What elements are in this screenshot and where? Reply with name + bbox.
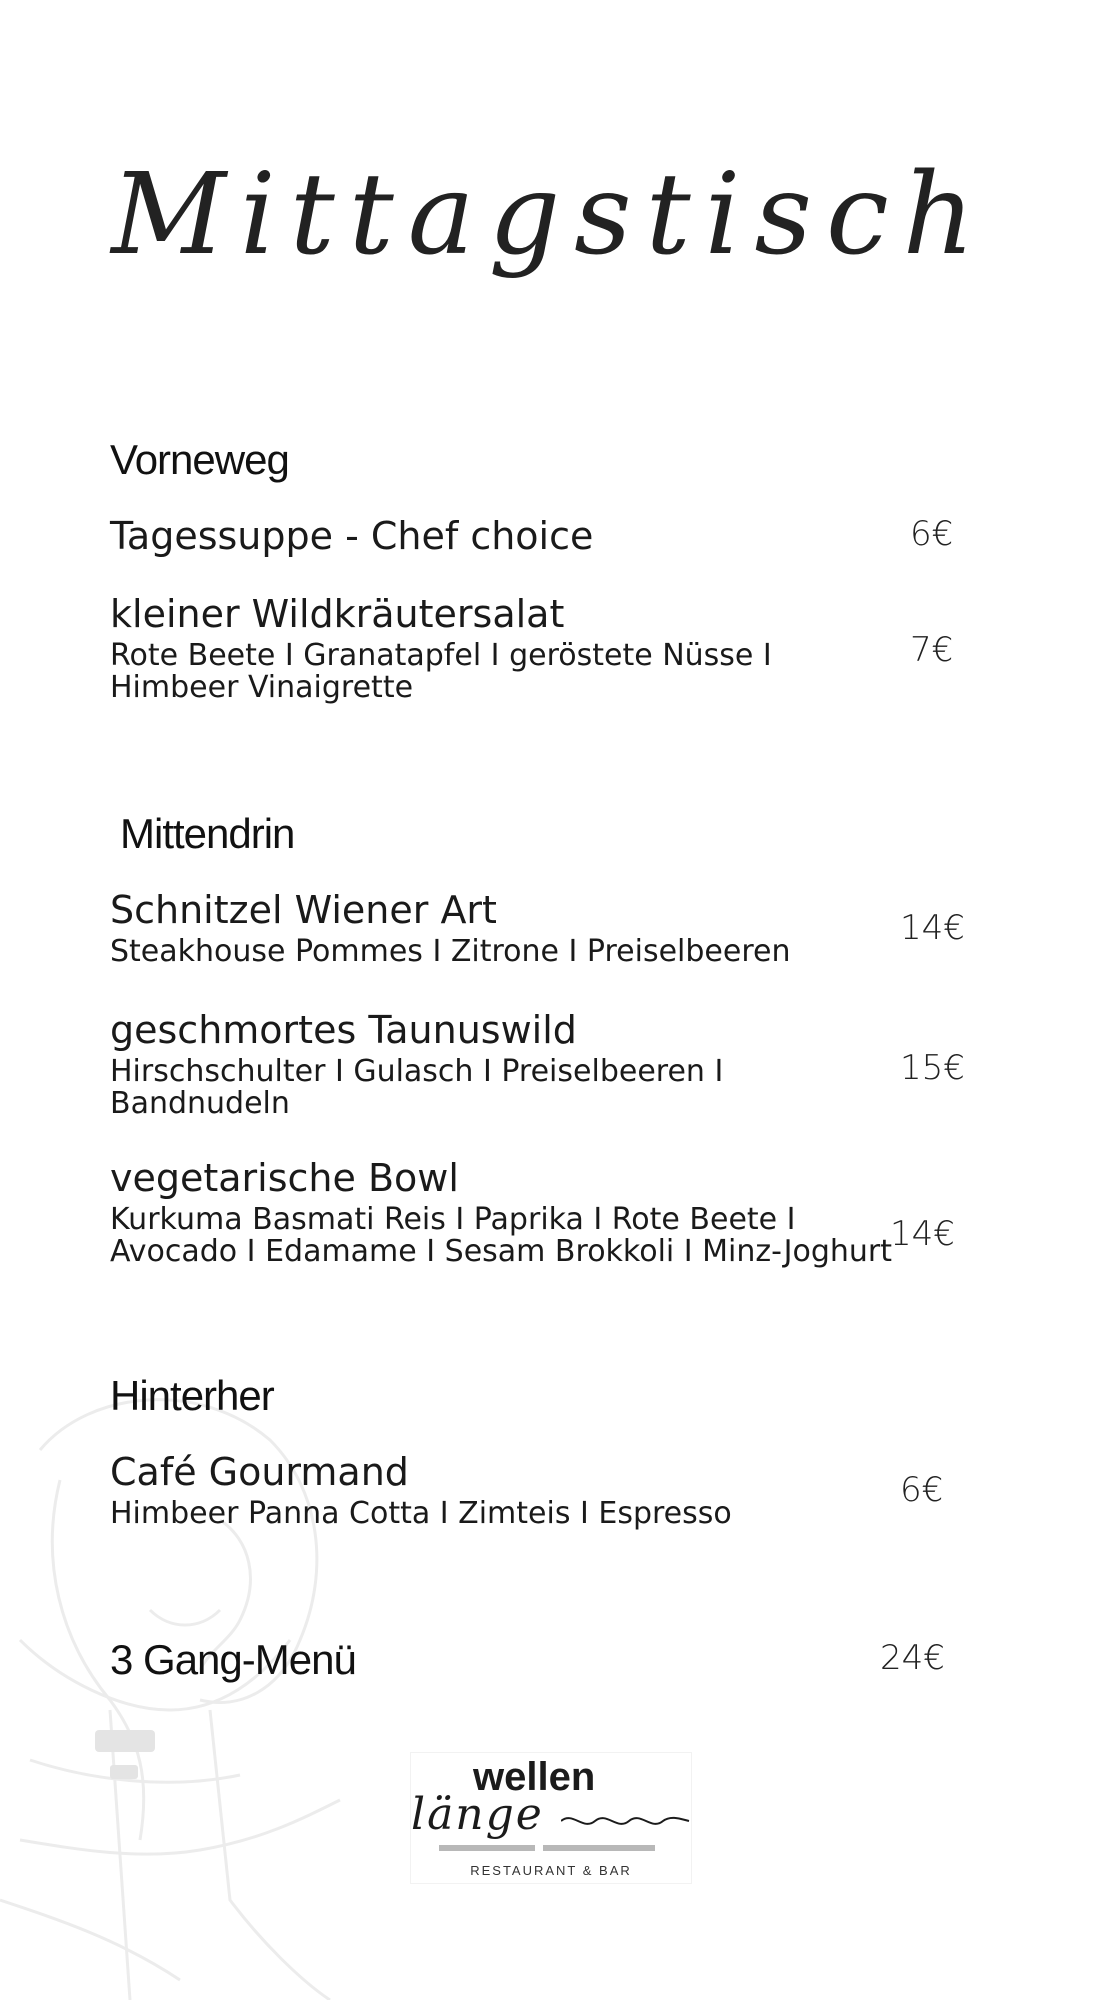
dish-price-taunuswild: 15€	[900, 1048, 965, 1088]
dish-price-tagessuppe: 6€	[910, 514, 954, 554]
dish-name-cafe-gourmand: Café Gourmand	[110, 1450, 409, 1494]
dish-description-wildkraeutersalat: Rote Beete I Granatapfel I geröstete Nüsse I Himbeer Vinaigrette	[110, 638, 772, 705]
logo-subtitle: RESTAURANT & BAR	[470, 1863, 632, 1878]
dish-description-taunuswild: Hirschschulter I Gulasch I Preiselbeeren I Bandnudeln	[110, 1054, 724, 1121]
logo-wordmark-wellen: wellen	[473, 1755, 596, 1799]
menu-3-gang-label: 3 Gang-Menü	[110, 1636, 356, 1683]
dish-description-cafe-gourmand: Himbeer Panna Cotta I Zimteis I Espresso	[110, 1496, 732, 1531]
dish-name-vegetarische-bowl: vegetarische Bowl	[110, 1156, 459, 1200]
menu-3-gang-price: 24€	[880, 1638, 945, 1678]
dish-price-schnitzel: 14€	[900, 908, 965, 948]
dish-description-schnitzel: Steakhouse Pommes I Zitrone I Preiselbeeren	[110, 934, 791, 969]
dish-price-cafe-gourmand: 6€	[900, 1470, 944, 1510]
section-heading-mittendrin: Mittendrin	[120, 810, 295, 857]
logo-wave-icon	[561, 1809, 691, 1833]
logo-bar-right	[543, 1845, 655, 1851]
dish-name-schnitzel: Schnitzel Wiener Art	[110, 888, 497, 932]
section-heading-vorneweg: Vorneweg	[110, 436, 289, 483]
dish-name-taunuswild: geschmortes Taunuswild	[110, 1008, 577, 1052]
dish-price-wildkraeutersalat: 7€	[910, 630, 954, 670]
logo-wordmark-laenge: länge	[411, 1789, 544, 1840]
dish-name-wildkraeutersalat: kleiner Wildkräutersalat	[110, 592, 565, 636]
dish-name-tagessuppe: Tagessuppe - Chef choice	[110, 514, 594, 558]
restaurant-logo	[410, 1752, 692, 1884]
menu-title: Mittagstisch	[111, 150, 989, 280]
section-heading-hinterher: Hinterher	[110, 1372, 274, 1419]
logo-bar-left	[439, 1845, 535, 1851]
dish-description-vegetarische-bowl: Kurkuma Basmati Reis I Paprika I Rote Beete I Avocado I Edamame I Sesam Brokkoli I Minz-Joghurt	[110, 1202, 893, 1269]
dish-price-vegetarische-bowl: 14€	[890, 1214, 955, 1254]
